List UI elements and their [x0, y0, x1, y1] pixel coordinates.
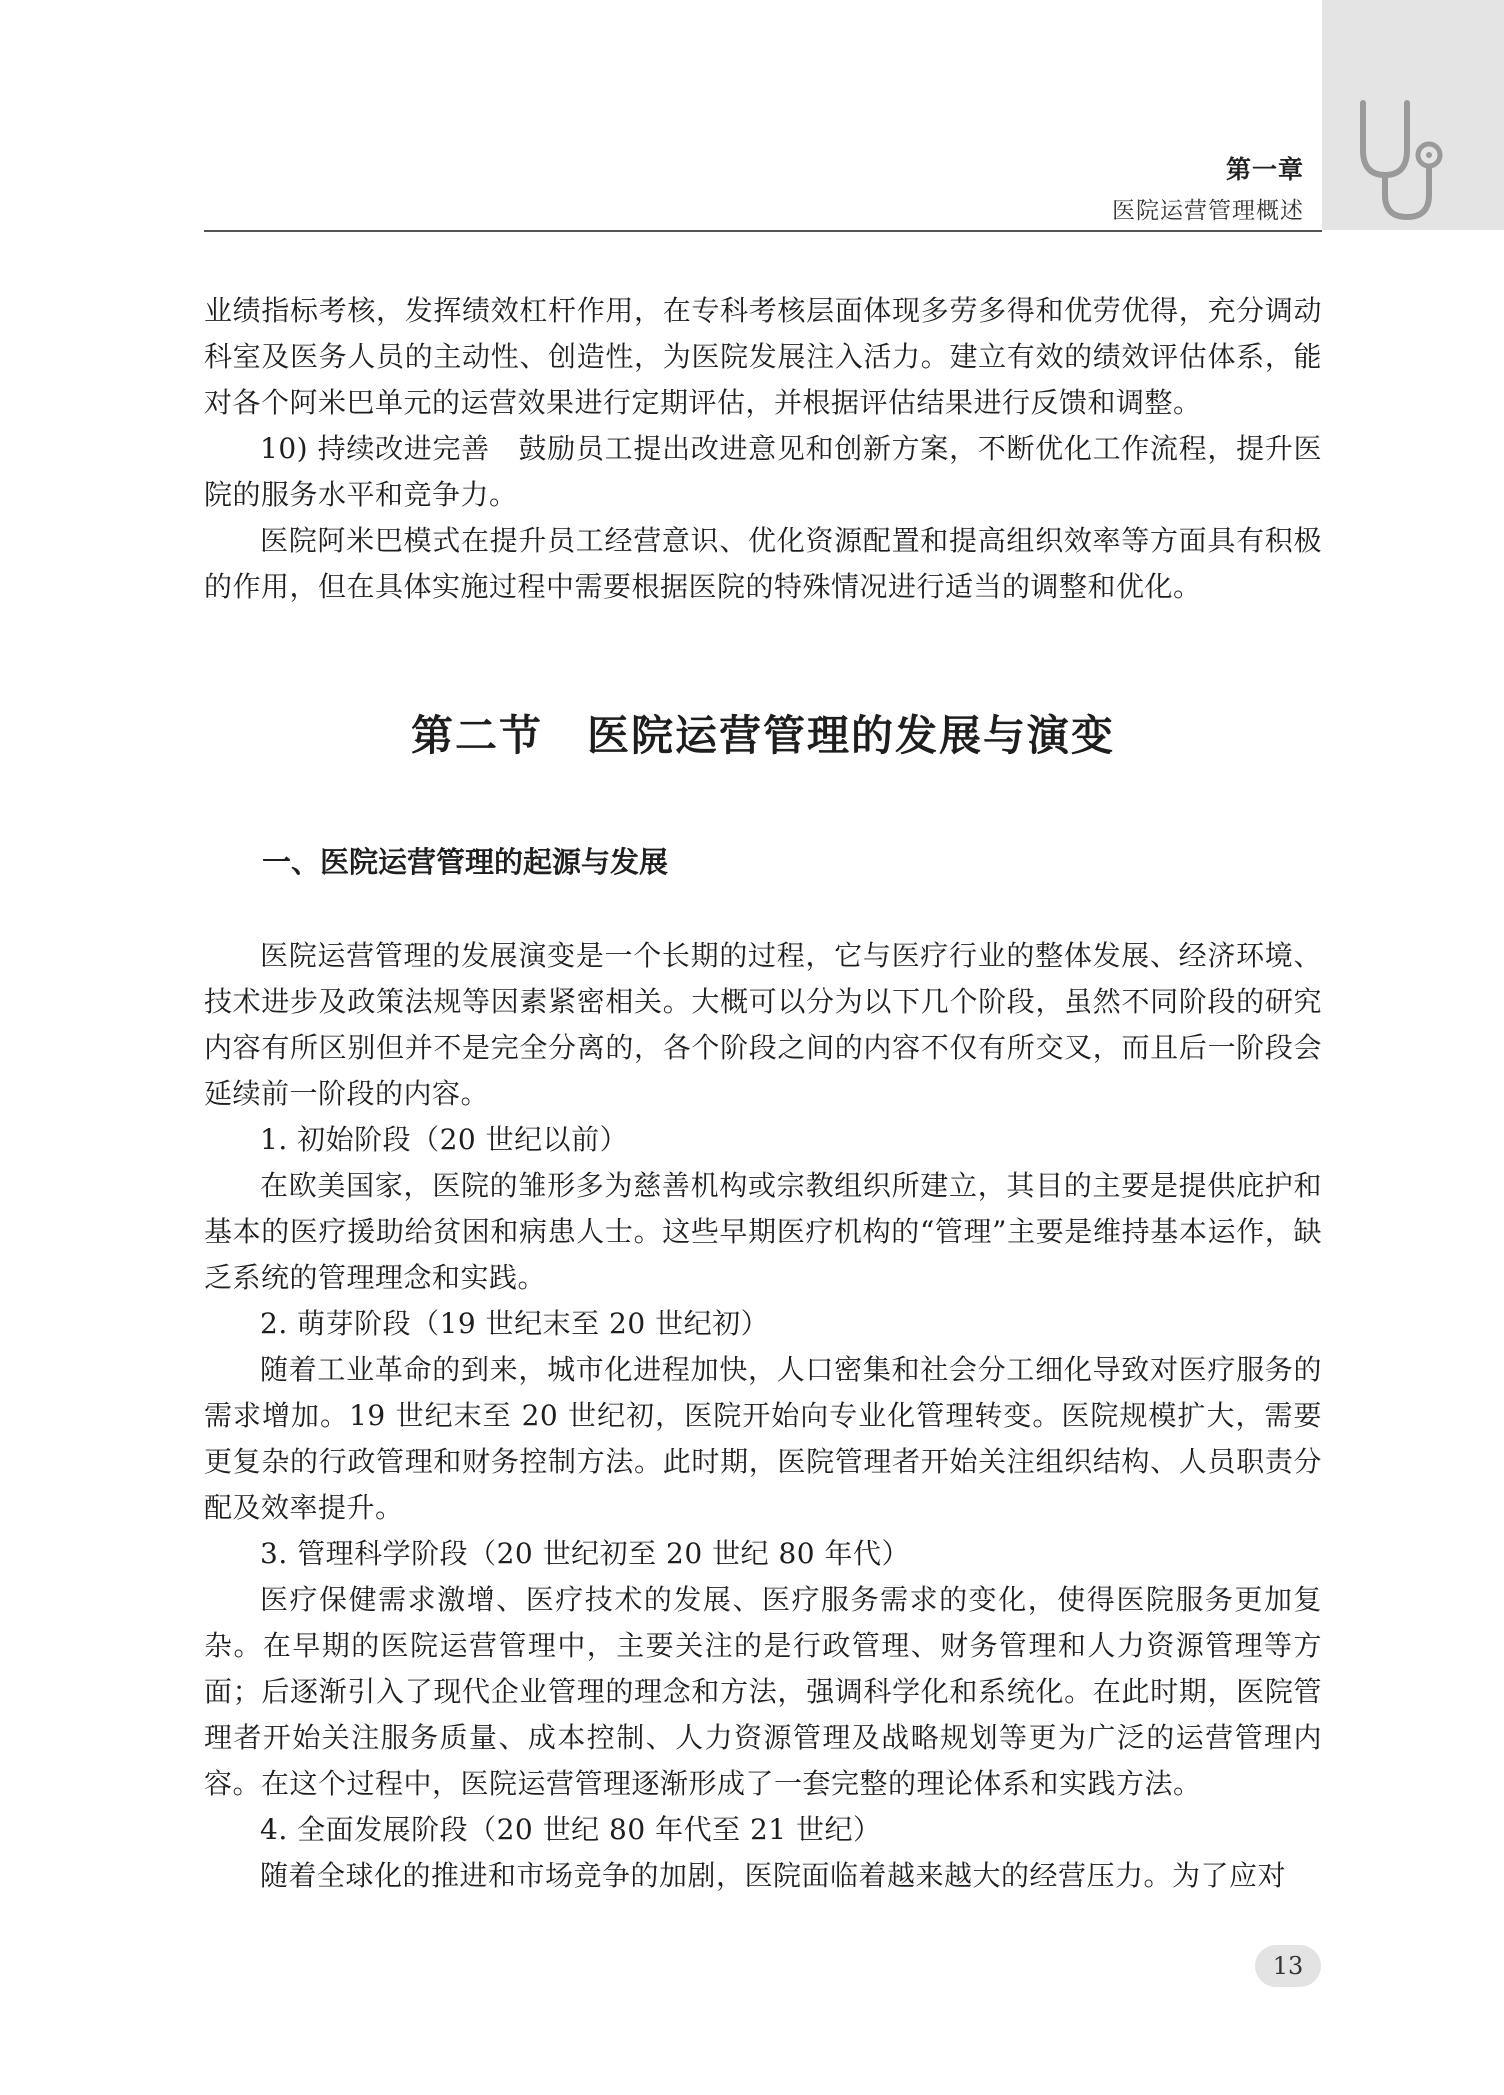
chapter-number: 第一章 [1225, 155, 1304, 184]
section-heading: 第二节 医院运营管理的发展与演变 [410, 711, 1115, 760]
main-text-block [204, 933, 1322, 1899]
stage-heading: 3. 管理科学阶段（20 世纪初至 20 世纪 80 年代） [260, 1537, 911, 1570]
chapter-title: 医院运营管理概述 [1112, 198, 1304, 224]
paragraph: 随着全球化的推进和市场竞争的加剧，医院面临着越来越大的经营压力。为了应对 [260, 1859, 1287, 1892]
stage-heading: 1. 初始阶段（20 世纪以前） [260, 1123, 629, 1156]
stage-heading: 4. 全面发展阶段（20 世纪 80 年代至 21 世纪） [260, 1813, 882, 1846]
stethoscope-icon [1345, 95, 1455, 225]
paragraph: 医疗保健需求激增、医疗技术的发展、医疗服务需求的变化，使得医院服务更加复杂。在早期的医院运营管理中，主要关注的是行政管理、财务管理和人力资源管理等方面；后逐渐引入了现代企业管理的理念和方法，强调科学化和系统化。在此时期，医院管理者开始关注服务质量、成本控制、人力资源管理及战略规划等更为广泛的运营管理内容。在这个过程中，医院运营管理逐渐形成了一套完整的理论体系和实践方法。 [204, 1583, 1322, 1800]
paragraph: 医院阿米巴模式在提升员工经营意识、优化资源配置和提高组织效率等方面具有积极的作用，但在具体实施过程中需要根据医院的特殊情况进行适当的调整和优化。 [204, 524, 1322, 603]
stage-heading: 2. 萌芽阶段（19 世纪末至 20 世纪初） [260, 1307, 770, 1340]
paragraph: 随着工业革命的到来，城市化进程加快，人口密集和社会分工细化导致对医疗服务的需求增加。19 世纪末至 20 世纪初，医院开始向专业化管理转变。医院规模扩大，需要更复杂的行政管理和财务控制方法。此时期，医院管理者开始关注组织结构、人员职责分配及效率提升。 [204, 1353, 1322, 1524]
paragraph: 医院运营管理的发展演变是一个长期的过程，它与医疗行业的整体发展、经济环境、技术进步及政策法规等因素紧密相关。大概可以分为以下几个阶段，虽然不同阶段的研究内容有所区别但并不是完全分离的，各个阶段之间的内容不仅有所交叉，而且后一阶段会延续前一阶段的内容。 [204, 939, 1322, 1110]
top-text-block [204, 288, 1322, 610]
paragraph-continued: 业绩指标考核，发挥绩效杠杆作用，在专科考核层面体现多劳多得和优劳优得，充分调动科室及医务人员的主动性、创造性，为医院发展注入活力。建立有效的绩效评估体系，能对各个阿米巴单元的运营效果进行定期评估，并根据评估结果进行反馈和调整。 [204, 294, 1322, 419]
paragraph: 10) 持续改进完善 鼓励员工提出改进意见和创新方案，不断优化工作流程，提升医院的服务水平和竞争力。 [204, 432, 1322, 511]
page-number: 13 [1255, 1945, 1321, 1987]
header-divider [204, 230, 1322, 232]
paragraph: 在欧美国家，医院的雏形多为慈善机构或宗教组织所建立，其目的主要是提供庇护和基本的医疗援助给贫困和病患人士。这些早期医疗机构的“管理”主要是维持基本运作，缺乏系统的管理理念和实践。 [204, 1169, 1322, 1294]
subsection-heading: 一、医院运营管理的起源与发展 [262, 845, 669, 879]
